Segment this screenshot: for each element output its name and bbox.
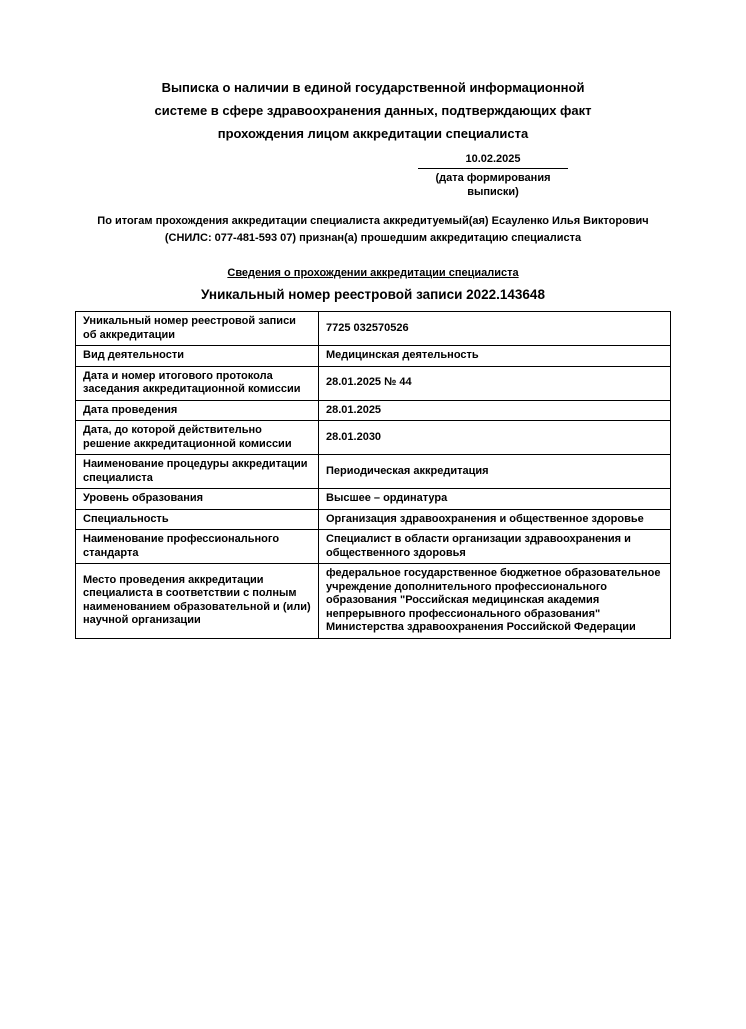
accreditation-summary-paragraph: По итогам прохождения аккредитации специалиста аккредитуемый(ая) Есауленко Илья Викторович (СНИЛС: 077-481-593 07) признан(а) прошедшим аккредитацию специалиста [97, 215, 649, 244]
row-label-cell: Наименование процедуры аккредитации специалиста [76, 455, 319, 489]
row-value-cell: Специалист в области организации здравоохранения и общественного здоровья [319, 530, 671, 564]
table-row [76, 455, 671, 489]
row-label-cell: Дата и номер итогового протокола заседания аккредитационной комиссии [76, 366, 319, 400]
row-value-cell: федеральное государственное бюджетное образовательное учреждение дополнительного профессионального образования "Российская медицинская академия непрерывного профессионального образования" Министерства здравоохранения Российской Федерации [319, 564, 671, 639]
table-row [76, 509, 671, 530]
document-title [0, 0, 746, 145]
table-row [76, 400, 671, 421]
row-value-cell: 28.01.2025 [319, 400, 671, 421]
row-label-cell: Дата, до которой действительно решение аккредитационной комиссии [76, 421, 319, 455]
row-value-cell: Периодическая аккредитация [319, 455, 671, 489]
accreditation-details-table [75, 311, 671, 639]
row-label-cell: Наименование профессионального стандарта [76, 530, 319, 564]
table-row [76, 564, 671, 639]
row-label-cell: Уникальный номер реестровой записи об аккредитации [76, 312, 319, 346]
row-label-cell: Дата проведения [76, 400, 319, 421]
row-value-cell: Организация здравоохранения и общественное здоровье [319, 509, 671, 530]
registry-number-heading: Уникальный номер реестровой записи 2022.143648 [201, 287, 545, 302]
row-label-cell: Место проведения аккредитации специалиста в соответствии с полным наименованием образовательной и (или) научной организации [76, 564, 319, 639]
table-row [76, 489, 671, 510]
section-heading: Сведения о прохождении аккредитации специалиста [227, 267, 519, 279]
row-value-cell: Высшее – ординатура [319, 489, 671, 510]
row-label-cell: Уровень образования [76, 489, 319, 510]
row-value-cell: 7725 032570526 [319, 312, 671, 346]
document-title-line: системе в сфере здравоохранения данных, подтверждающих факт [154, 103, 592, 118]
row-value-cell: 28.01.2030 [319, 421, 671, 455]
table-row [76, 346, 671, 367]
formation-date-block [418, 152, 568, 199]
row-value-cell: Медицинская деятельность [319, 346, 671, 367]
table-row [76, 312, 671, 346]
table-row [76, 421, 671, 455]
row-value-cell: 28.01.2025 № 44 [319, 366, 671, 400]
document-title-line: прохождения лицом аккредитации специалиста [217, 126, 529, 141]
table-row [76, 366, 671, 400]
table-row [76, 530, 671, 564]
document-title-line: Выписка о наличии в единой государственной информационной [161, 80, 585, 95]
row-label-cell: Специальность [76, 509, 319, 530]
row-label-cell: Вид деятельности [76, 346, 319, 367]
formation-date-value: 10.02.2025 [418, 152, 568, 169]
formation-date-caption: (дата формирования выписки) [435, 172, 551, 198]
